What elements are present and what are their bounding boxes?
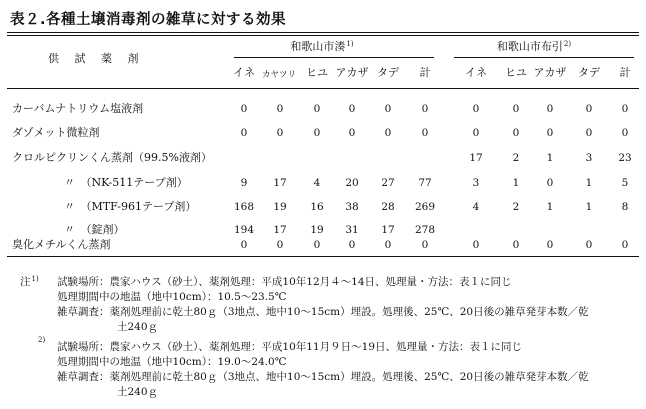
cell: 0 <box>276 239 284 251</box>
cell: 1 <box>585 201 593 213</box>
cell: 0 <box>384 127 392 139</box>
site1-ref: 1) <box>346 40 354 48</box>
cell: 3 <box>585 152 593 164</box>
s2-col-hiyu: ヒユ <box>505 66 527 79</box>
cell: 0 <box>348 239 356 251</box>
cell: 1 <box>546 152 554 164</box>
cell: 0 <box>585 239 593 251</box>
cell: 0 <box>313 103 321 115</box>
cell: 278 <box>414 224 436 236</box>
cell: 0 <box>512 103 520 115</box>
note-ref-1: 1) <box>31 275 39 283</box>
note-label: 注$^{1)}$ <box>20 275 39 288</box>
note1-line3: 雑草調査：薬剤処理前に乾土80ｇ（3地点、地中10～15cm）埋設。処理後、25℃、20日後の雑草発芽本数／乾 <box>57 306 589 318</box>
header-rule <box>7 88 639 89</box>
table-title: 表２.各種土壌消毒剤の雑草に対する効果 <box>10 12 287 28</box>
cell: 0 <box>512 127 520 139</box>
bottom-rule <box>7 256 639 257</box>
cell: 4 <box>313 177 321 189</box>
cell: 0 <box>276 103 284 115</box>
row-name: 〃 （NK-511テープ剤） <box>64 176 188 189</box>
cell: 1 <box>512 177 520 189</box>
s1-col-hiyu: ヒユ <box>306 66 328 79</box>
cell: 0 <box>384 103 392 115</box>
cell: 0 <box>313 239 321 251</box>
cell: 17 <box>273 224 287 236</box>
note-ref-2: 2) <box>38 336 46 344</box>
cell: 19 <box>310 224 324 236</box>
cell: 0 <box>546 239 554 251</box>
row-name: 〃 （MTF-961テープ剤） <box>64 200 197 213</box>
row-name: カーバムナトリウム塩液剤 <box>12 102 144 115</box>
note1-line1: 試験場所：農家ハウス（砂土）、薬剤処理：平成10年12月４～14日、処理量・方法：表１に同じ <box>57 276 512 288</box>
cell: 0 <box>512 239 520 251</box>
note2-line3: 雑草調査：薬剤処理前に乾土80ｇ（3地点、地中10～15cm）埋設。処理後、25℃、20日後の雑草発芽本数／乾 <box>57 371 589 383</box>
cell: 17 <box>469 152 483 164</box>
cell: 0 <box>546 127 554 139</box>
cell: 0 <box>472 239 480 251</box>
cell: 168 <box>233 201 255 213</box>
cell: 23 <box>618 152 632 164</box>
cell: 9 <box>240 177 248 189</box>
cell: 2 <box>512 152 520 164</box>
site2-header <box>497 40 571 54</box>
cell: 0 <box>546 177 554 189</box>
cell: 0 <box>348 127 356 139</box>
cell: 0 <box>421 103 429 115</box>
cell: 0 <box>240 127 248 139</box>
top-rule <box>7 32 639 33</box>
cell: 16 <box>310 201 324 213</box>
cell: 5 <box>621 177 629 189</box>
s1-col-ine: イネ <box>233 66 255 79</box>
note1-line2: 処理期間中の地温（地中10cm）：10.5～23.5℃ <box>57 291 287 303</box>
cell: 0 <box>313 127 321 139</box>
note1-line4: 土240ｇ <box>117 321 159 333</box>
cell: 27 <box>381 177 395 189</box>
cell: 38 <box>345 201 359 213</box>
column-group-label: 供 試 薬 剤 <box>48 52 145 65</box>
cell: 0 <box>421 127 429 139</box>
row-name: ダゾメット微粒剤 <box>12 126 100 139</box>
site2-underline <box>454 57 634 58</box>
s1-col-total: 計 <box>419 66 431 79</box>
cell: 28 <box>381 201 395 213</box>
cell: 269 <box>414 201 436 213</box>
note2-line2: 処理期間中の地温（地中10cm）：19.0～24.0℃ <box>57 356 287 368</box>
site2-name: 和歌山市布引 <box>496 40 563 53</box>
cell: 0 <box>546 103 554 115</box>
cell: 0 <box>621 239 629 251</box>
cell: 3 <box>472 177 480 189</box>
cell: 0 <box>348 103 356 115</box>
cell: 0 <box>384 239 392 251</box>
cell: 4 <box>472 201 480 213</box>
cell: 2 <box>512 201 520 213</box>
row-name: 臭化メチルくん蒸剤 <box>12 238 111 251</box>
cell: 0 <box>472 103 480 115</box>
cell: 1 <box>546 201 554 213</box>
row-name: 〃 （錠剤） <box>64 223 125 236</box>
cell: 17 <box>273 177 287 189</box>
s1-col-kayatsuri: カヤツリ <box>261 70 297 80</box>
cell: 20 <box>345 177 359 189</box>
cell: 0 <box>585 127 593 139</box>
cell: 77 <box>418 177 432 189</box>
cell: 1 <box>585 177 593 189</box>
cell: 0 <box>621 103 629 115</box>
cell: 0 <box>472 127 480 139</box>
cell: 0 <box>585 103 593 115</box>
cell: 0 <box>421 239 429 251</box>
s2-col-ine: イネ <box>465 66 487 79</box>
cell: 0 <box>621 127 629 139</box>
cell: 17 <box>381 224 395 236</box>
cell: 0 <box>276 127 284 139</box>
cell: 31 <box>345 224 359 236</box>
s2-col-tade: タデ <box>578 66 600 79</box>
site1-underline <box>234 57 434 58</box>
s1-col-akaza: アカザ <box>335 66 369 79</box>
s1-col-tade: タデ <box>377 66 399 79</box>
site1-name: 和歌山市湊 <box>290 40 346 53</box>
cell: 19 <box>273 201 287 213</box>
site2-ref: 2) <box>563 40 572 48</box>
s2-col-total: 計 <box>619 66 631 79</box>
cell: 0 <box>240 239 248 251</box>
top-rule-inner <box>7 35 639 36</box>
s2-col-akaza: アカザ <box>533 66 567 79</box>
note2-line1: 試験場所：農家ハウス（砂土）、薬剤処理：平成10年11月９日～19日、処理量・方法：表１に同じ <box>57 341 523 353</box>
cell: 0 <box>240 103 248 115</box>
cell: 194 <box>233 224 255 236</box>
row-name: クロルピクリンくん蒸剤（99.5%液剤） <box>12 151 212 164</box>
cell: 8 <box>621 201 629 213</box>
site1-header <box>290 40 353 54</box>
note2-line4: 土240ｇ <box>117 386 159 398</box>
